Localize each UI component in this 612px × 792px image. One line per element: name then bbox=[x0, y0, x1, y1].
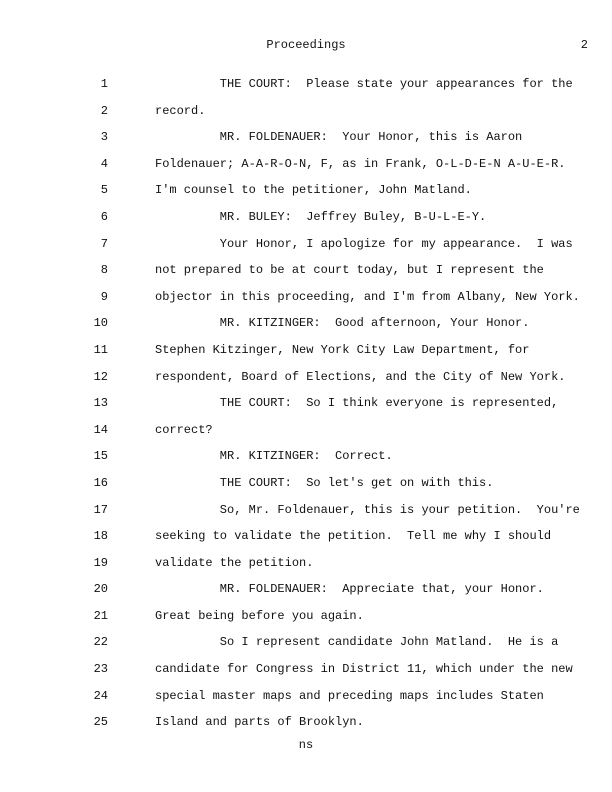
line-number: 20 bbox=[93, 582, 108, 597]
line-number: 13 bbox=[93, 396, 108, 411]
line-text: So I represent candidate John Matland. He is a bbox=[155, 635, 559, 650]
transcript-line bbox=[0, 180, 612, 207]
line-text: special master maps and preceding maps includes Staten bbox=[155, 688, 544, 703]
transcript-line bbox=[0, 74, 612, 101]
line-number: 16 bbox=[93, 475, 108, 490]
transcript-line bbox=[0, 526, 612, 553]
line-text: MR. BULEY: Jeffrey Buley, B-U-L-E-Y. bbox=[155, 209, 487, 224]
transcript-line bbox=[0, 420, 612, 447]
line-text: Foldenauer; A-A-R-O-N, F, as in Frank, O-L-D-E-N A-U-E-R. bbox=[155, 156, 566, 171]
transcript-line bbox=[0, 712, 612, 739]
line-number: 6 bbox=[100, 209, 108, 224]
line-number: 24 bbox=[93, 688, 108, 703]
transcript-line bbox=[0, 446, 612, 473]
line-number: 15 bbox=[93, 449, 108, 464]
line-number: 11 bbox=[93, 342, 108, 357]
line-text: Your Honor, I apologize for my appearance. I was bbox=[155, 236, 573, 251]
line-text: MR. KITZINGER: Correct. bbox=[155, 449, 393, 464]
transcript-line bbox=[0, 260, 612, 287]
transcript-line bbox=[0, 313, 612, 340]
line-text: correct? bbox=[155, 422, 213, 437]
transcript-line bbox=[0, 606, 612, 633]
line-number: 8 bbox=[100, 263, 108, 278]
line-text: So, Mr. Foldenauer, this is your petition. You're bbox=[155, 502, 580, 517]
line-text: record. bbox=[155, 103, 206, 118]
line-number: 12 bbox=[93, 369, 108, 384]
line-text: MR. FOLDENAUER: Appreciate that, your Honor. bbox=[155, 582, 544, 597]
line-text: THE COURT: So I think everyone is represented, bbox=[155, 396, 559, 411]
transcript-line bbox=[0, 500, 612, 527]
transcript-line bbox=[0, 207, 612, 234]
line-number: 1 bbox=[100, 77, 108, 91]
line-number: 5 bbox=[100, 183, 108, 198]
line-text: candidate for Congress in District 11, which under the new bbox=[155, 662, 573, 677]
line-text: Stephen Kitzinger, New York City Law Department, for bbox=[155, 342, 530, 357]
transcript-line bbox=[0, 393, 612, 420]
line-text: THE COURT: So let's get on with this. bbox=[155, 475, 494, 490]
line-number: 25 bbox=[93, 715, 108, 730]
transcript-line bbox=[0, 659, 612, 686]
line-text: THE COURT: Please state your appearances for the bbox=[155, 77, 573, 91]
line-text: respondent, Board of Elections, and the City of New York. bbox=[155, 369, 566, 384]
line-number: 17 bbox=[93, 502, 108, 517]
line-number: 2 bbox=[100, 103, 108, 118]
line-text: Island and parts of Brooklyn. bbox=[155, 715, 364, 730]
line-text: validate the petition. bbox=[155, 555, 314, 570]
transcript-lines bbox=[0, 74, 612, 739]
line-number: 23 bbox=[93, 662, 108, 677]
transcript-line bbox=[0, 234, 612, 261]
transcript-line bbox=[0, 127, 612, 154]
line-number: 18 bbox=[93, 529, 108, 544]
page-footer-initials: ns bbox=[298, 738, 314, 752]
line-number: 9 bbox=[100, 289, 108, 304]
transcript-line bbox=[0, 473, 612, 500]
page-number: 2 bbox=[580, 38, 588, 52]
page-header-title: Proceedings bbox=[266, 38, 346, 52]
transcript-line bbox=[0, 632, 612, 659]
transcript-line bbox=[0, 686, 612, 713]
transcript-line bbox=[0, 553, 612, 580]
line-number: 4 bbox=[100, 156, 108, 171]
transcript-line bbox=[0, 154, 612, 181]
transcript-line bbox=[0, 367, 612, 394]
line-text: seeking to validate the petition. Tell me why I should bbox=[155, 529, 552, 544]
line-text: Great being before you again. bbox=[155, 608, 364, 623]
transcript-line bbox=[0, 101, 612, 128]
line-text: I'm counsel to the petitioner, John Matland. bbox=[155, 183, 472, 198]
line-number: 21 bbox=[93, 608, 108, 623]
line-number: 3 bbox=[100, 130, 108, 145]
line-number: 10 bbox=[93, 316, 108, 331]
line-text: MR. FOLDENAUER: Your Honor, this is Aaron bbox=[155, 130, 523, 145]
line-text: MR. KITZINGER: Good afternoon, Your Honor. bbox=[155, 316, 530, 331]
line-number: 22 bbox=[93, 635, 108, 650]
line-text: not prepared to be at court today, but I represent the bbox=[155, 263, 544, 278]
line-text: objector in this proceeding, and I'm from Albany, New York. bbox=[155, 289, 580, 304]
transcript-line bbox=[0, 340, 612, 367]
line-number: 19 bbox=[93, 555, 108, 570]
transcript-line bbox=[0, 287, 612, 314]
transcript-line bbox=[0, 579, 612, 606]
line-number: 14 bbox=[93, 422, 108, 437]
line-number: 7 bbox=[100, 236, 108, 251]
